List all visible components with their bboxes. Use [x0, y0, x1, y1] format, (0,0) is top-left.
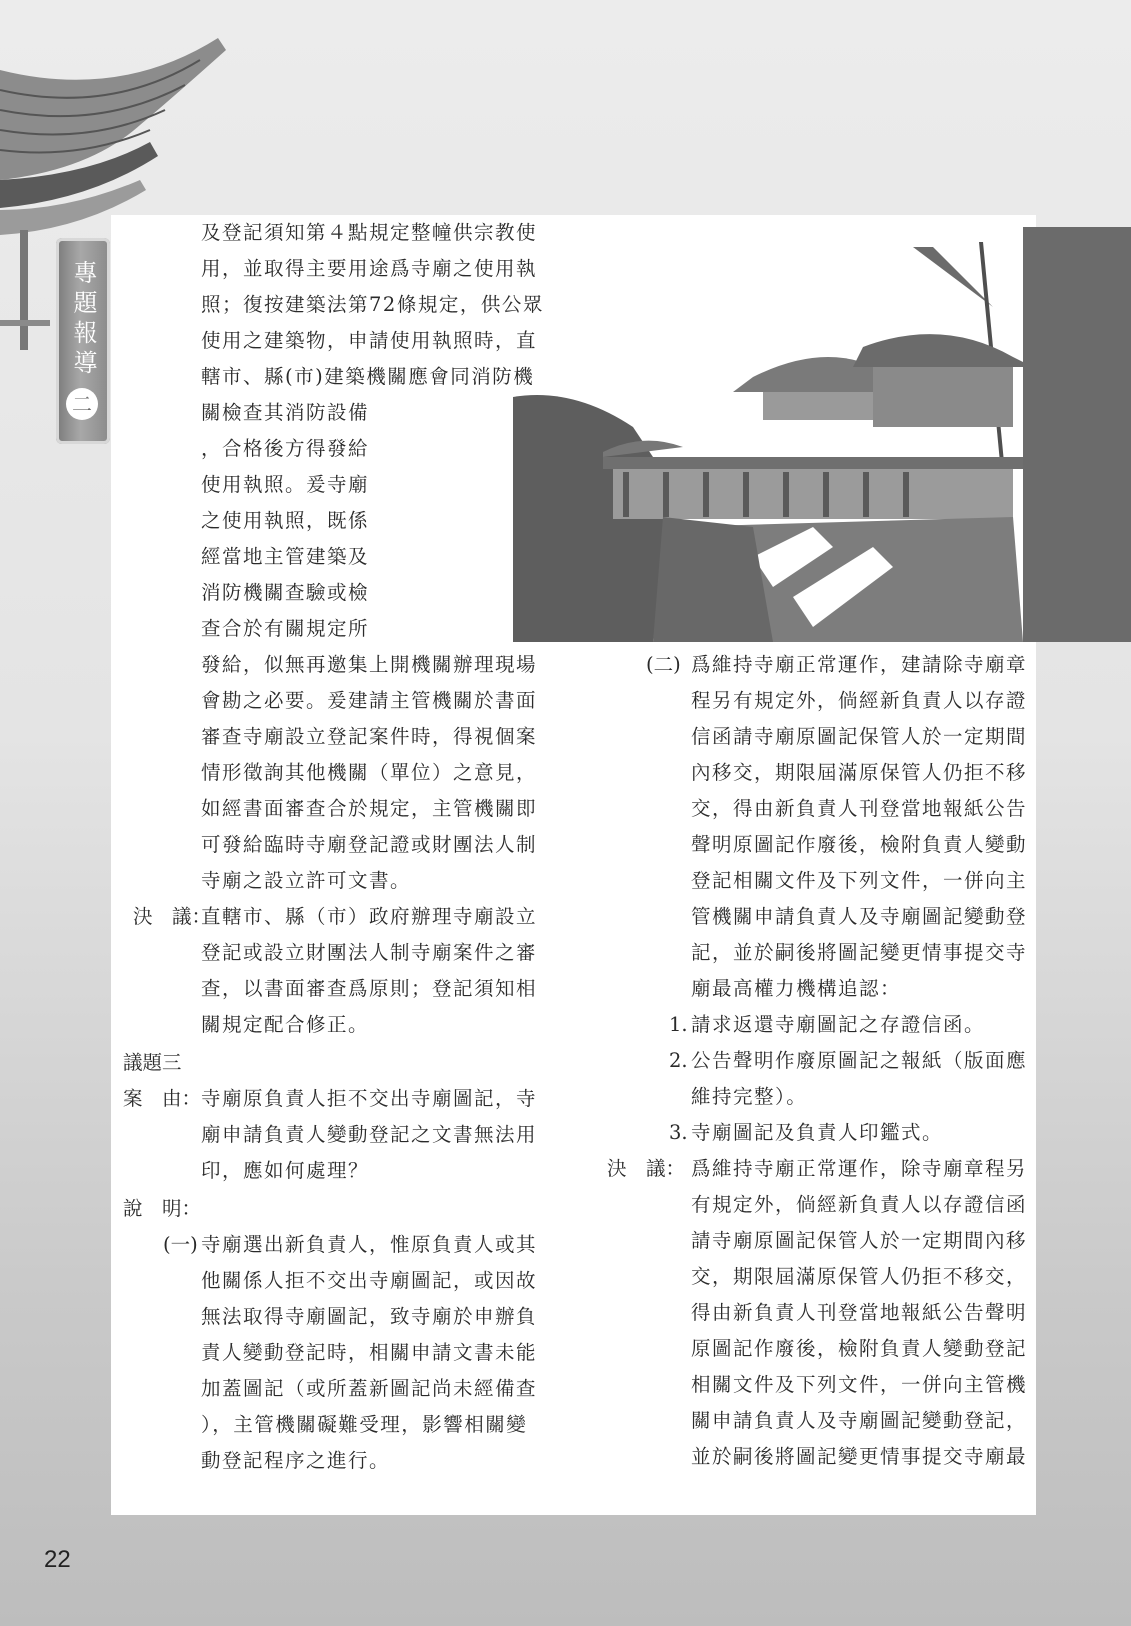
section-tab-title: 專題報導 [69, 260, 97, 380]
body-text-line: 及登記須知第４點規定整幢供宗教使 [201, 221, 538, 244]
body-text-line: 廟申請負責人變動登記之文書無法用 [201, 1123, 538, 1146]
body-text-line: 請求返還寺廟圖記之存證信函。 [691, 1013, 986, 1036]
body-text-line: ，合格後方得發給 [201, 437, 370, 460]
item-marker: (二) [646, 653, 681, 676]
body-text-line: 加蓋圖記（或所蓋新圖記尚未經備查 [201, 1377, 538, 1400]
section-number-badge: 二 [66, 388, 98, 420]
article-page [111, 215, 1036, 1515]
body-text-line: 程另有規定外，倘經新負責人以存證 [691, 689, 1028, 712]
body-text-line: 寺廟之設立許可文書。 [201, 869, 412, 892]
body-text-line: 使用之建築物，申請使用執照時，直 [201, 329, 538, 352]
body-text-line: 動登記程序之進行。 [201, 1449, 391, 1472]
body-text-line: 交，期限屆滿原保管人仍拒不移交， [691, 1265, 1028, 1288]
body-text-line: 印，應如何處理？ [201, 1159, 370, 1182]
body-text-line: 並於嗣後將圖記變更情事提交寺廟最 [691, 1445, 1028, 1468]
body-text-line: 寺廟圖記及負責人印鑑式。 [691, 1121, 944, 1144]
body-text-line: 關申請負責人及寺廟圖記變動登記， [691, 1409, 1028, 1432]
body-text-line: 之使用執照，既係 [201, 509, 370, 532]
body-text-line: 責人變動登記時，相關申請文書未能 [201, 1341, 538, 1364]
body-text-line: 維持完整）。 [691, 1085, 808, 1108]
body-text-line: 會勘之必要。爰建請主管機關於書面 [201, 689, 538, 712]
body-text-line: 請寺廟原圖記保管人於一定期間內移 [691, 1229, 1028, 1252]
topic-heading: 議題三 [123, 1051, 182, 1074]
body-text-line: 關規定配合修正。 [201, 1013, 370, 1036]
body-text-line: 轄市、縣(市)建築機關應會同消防機 [201, 365, 535, 388]
body-text-line: 原圖記作廢後，檢附負責人變動登記 [691, 1337, 1028, 1360]
explanation-label: 說 明： [123, 1197, 202, 1220]
body-text-line: 用，並取得主要用途爲寺廟之使用執 [201, 257, 538, 280]
sub-item-marker: 2. [669, 1049, 688, 1072]
sub-item-marker: 1. [669, 1013, 688, 1036]
resolution-label: 決 議： [133, 905, 212, 928]
body-text-line: ），主管機關礙難受理，影響相關變 [201, 1413, 528, 1436]
body-text-line: 可發給臨時寺廟登記證或財團法人制 [201, 833, 538, 856]
section-tab [56, 238, 110, 444]
body-text-line: 記，並於嗣後將圖記變更情事提交寺 [691, 941, 1028, 964]
body-text-line: 公告聲明作廢原圖記之報紙（版面應 [691, 1049, 1028, 1072]
body-text-line: 使用執照。爰寺廟 [201, 473, 370, 496]
body-text-line: 得由新負責人刊登當地報紙公告聲明 [691, 1301, 1028, 1324]
body-text-line: 登記相關文件及下列文件，一併向主 [691, 869, 1028, 892]
body-text-line: 寺廟選出新負責人，惟原負責人或其 [201, 1233, 538, 1256]
body-text-line: 廟最高權力機構追認： [691, 977, 902, 1000]
sub-item-marker: 3. [669, 1121, 688, 1144]
body-text-line: 如經書面審查合於規定，主管機關即 [201, 797, 538, 820]
body-text-line: 管機關申請負責人及寺廟圖記變動登 [691, 905, 1028, 928]
body-text-line: 發給，似無再邀集上開機關辦理現場 [201, 653, 538, 676]
resolution-label: 決 議： [607, 1157, 686, 1180]
body-text-line: 寺廟原負責人拒不交出寺廟圖記，寺 [201, 1087, 538, 1110]
body-text-line: 相關文件及下列文件，一併向主管機 [691, 1373, 1028, 1396]
body-text-line: 關檢查其消防設備 [201, 401, 370, 424]
body-text-line: 照；復按建築法第72條規定，供公眾 [201, 293, 544, 316]
body-text-line: 直轄市、縣（市）政府辦理寺廟設立 [201, 905, 538, 928]
page-number: 22 [44, 1546, 71, 1573]
body-text-line: 經當地主管建築及 [201, 545, 370, 568]
body-text-line: 登記或設立財團法人制寺廟案件之審 [201, 941, 538, 964]
body-text-line: 查，以書面審查爲原則；登記須知相 [201, 977, 538, 1000]
body-text-line: 爲維持寺廟正常運作，建請除寺廟章 [691, 653, 1028, 676]
body-text-line: 審查寺廟設立登記案件時，得視個案 [201, 725, 538, 748]
temple-photo [513, 227, 1131, 642]
body-text-line: 情形徵詢其他機關（單位）之意見， [201, 761, 538, 784]
body-text-line: 他關係人拒不交出寺廟圖記，或因故 [201, 1269, 538, 1292]
body-text-line: 有規定外，倘經新負責人以存證信函 [691, 1193, 1028, 1216]
body-text-line: 消防機關查驗或檢 [201, 581, 370, 604]
body-text-line: 查合於有關規定所 [201, 617, 370, 640]
body-text-line: 聲明原圖記作廢後，檢附負責人變動 [691, 833, 1028, 856]
body-text-line: 無法取得寺廟圖記，致寺廟於申辦負 [201, 1305, 538, 1328]
case-label: 案 由： [123, 1087, 202, 1110]
body-text-line: 爲維持寺廟正常運作，除寺廟章程另 [691, 1157, 1028, 1180]
body-text-line: 內移交，期限屆滿原保管人仍拒不移 [691, 761, 1028, 784]
body-text-line: 交，得由新負責人刊登當地報紙公告 [691, 797, 1028, 820]
body-text-line: 信函請寺廟原圖記保管人於一定期間 [691, 725, 1028, 748]
item-marker: (一) [163, 1233, 198, 1256]
